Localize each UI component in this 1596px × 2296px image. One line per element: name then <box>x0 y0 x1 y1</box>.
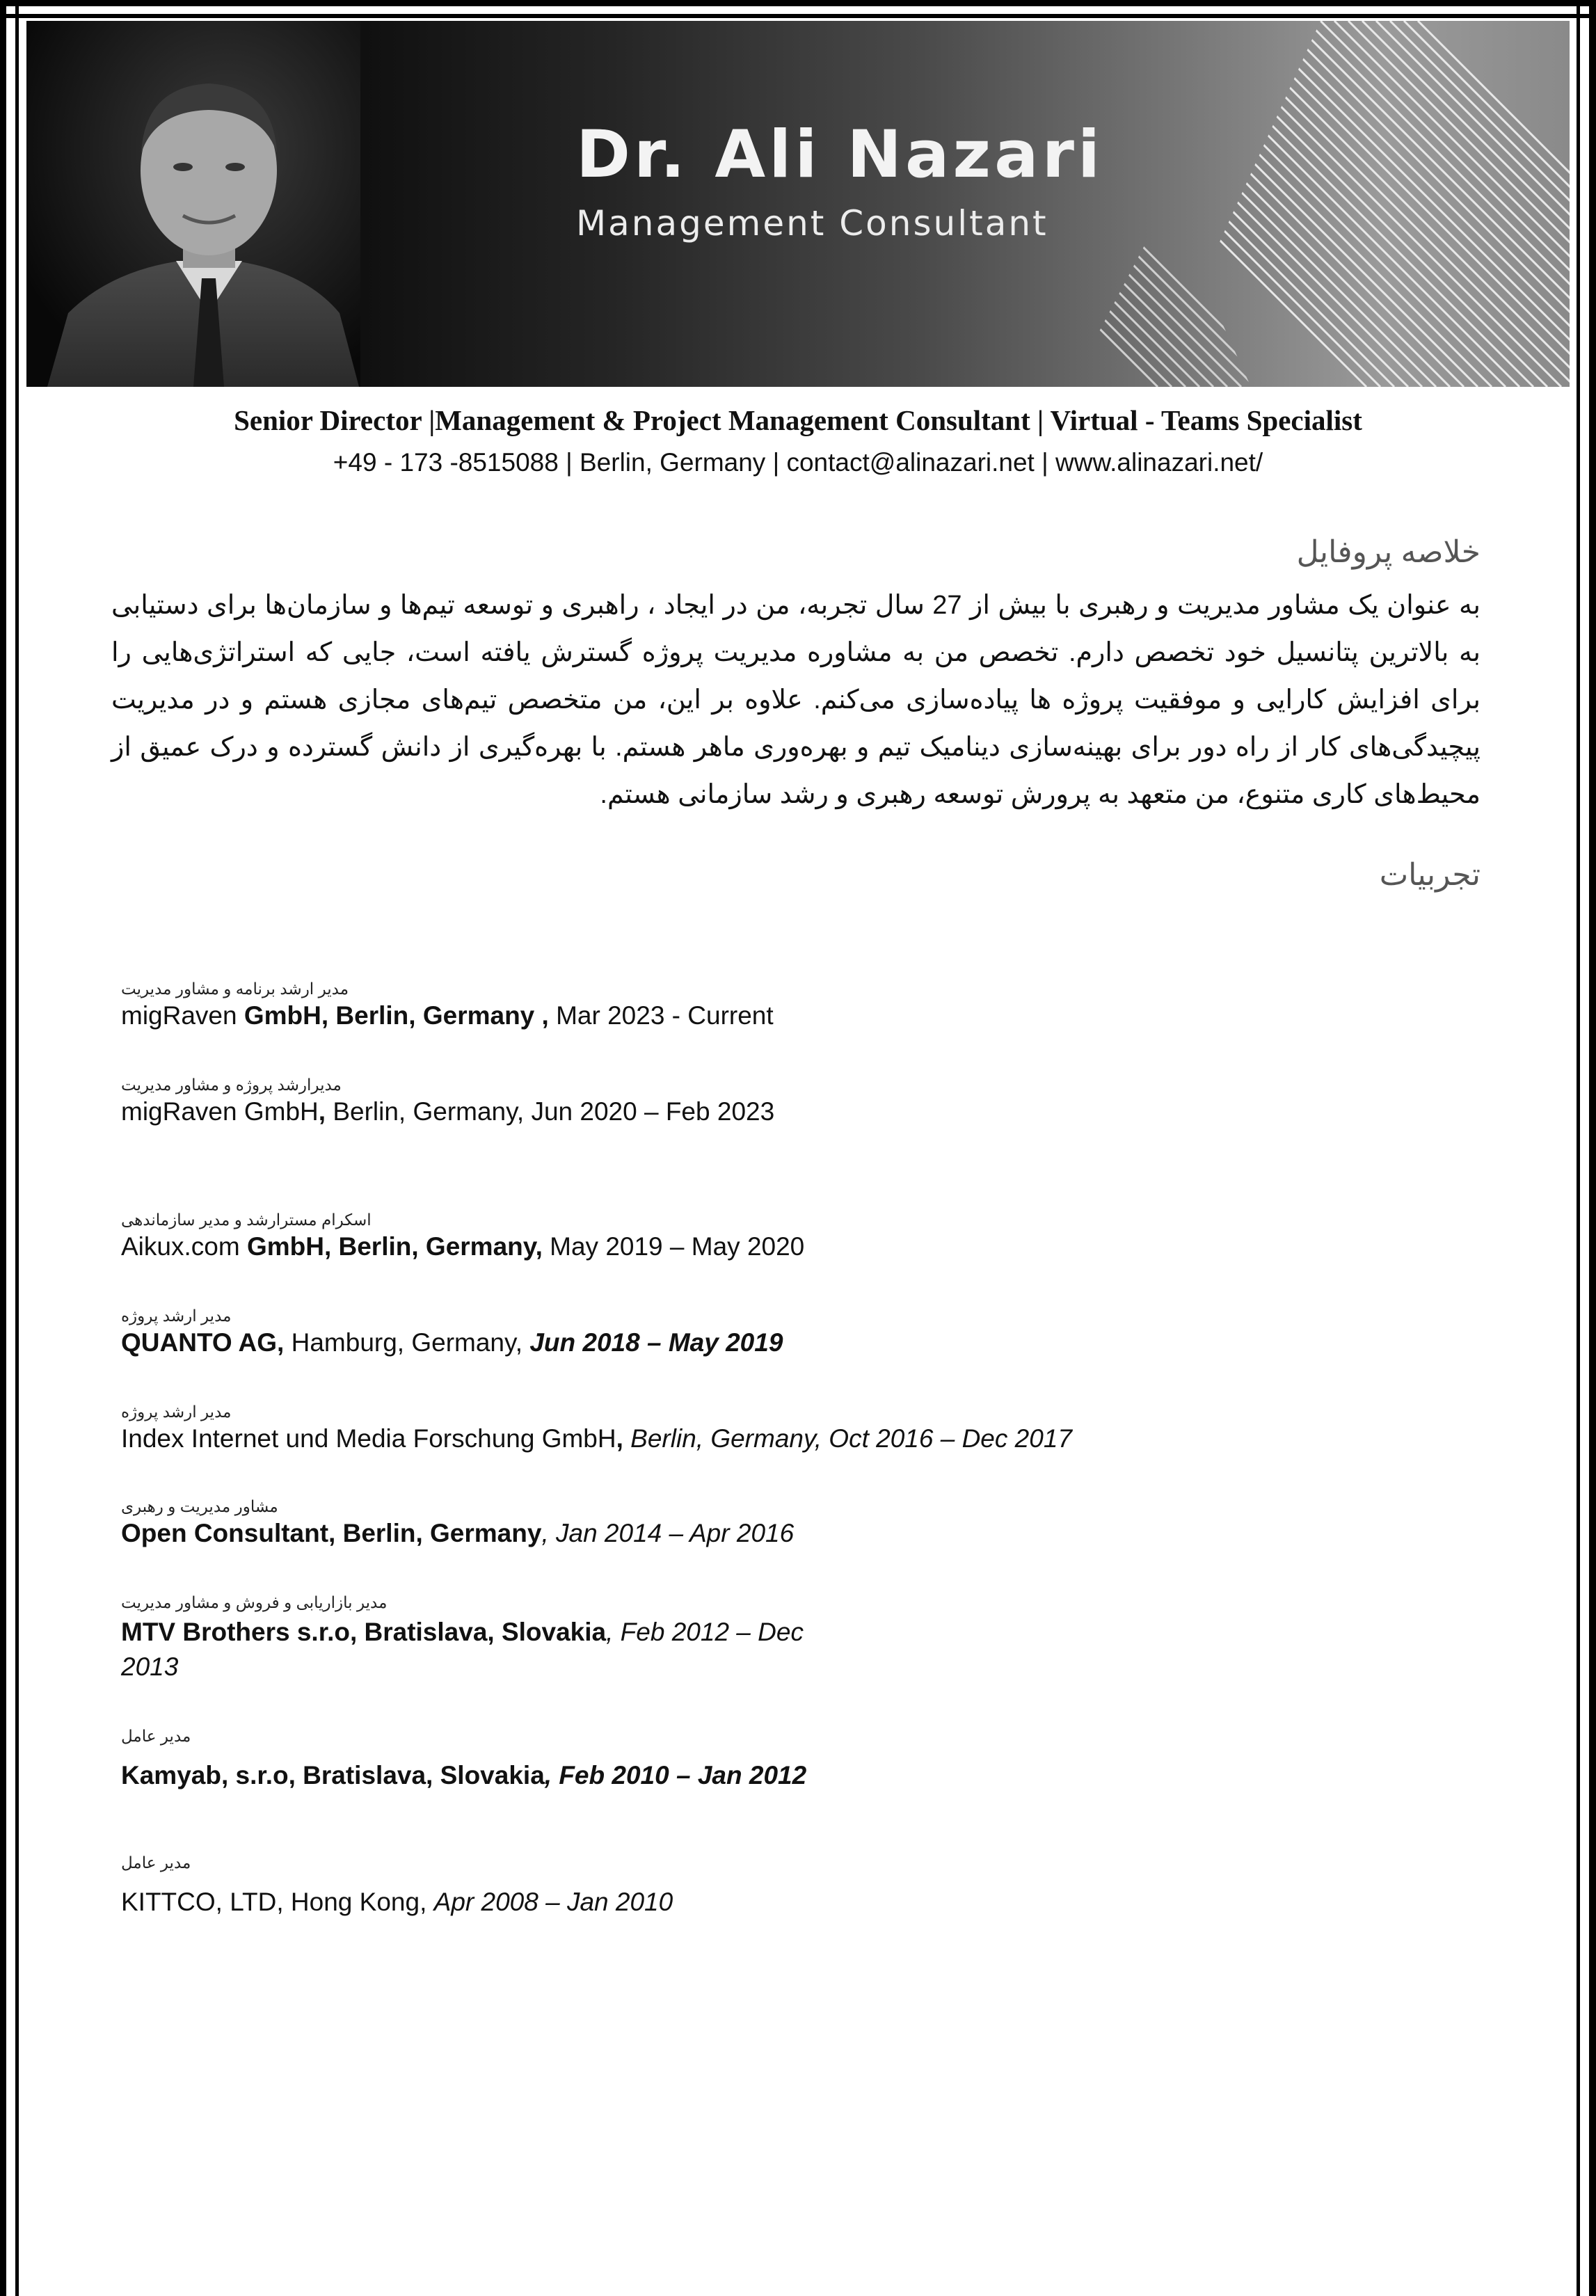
job-title: مدیر بازاریابی و فروش و مشاور مدیریت <box>121 1593 388 1611</box>
job-title: مشاور مدیریت و رهبری <box>121 1497 278 1515</box>
header-banner <box>26 21 1570 387</box>
job-title: مدیر ارشد برنامه و مشاور مدیریت <box>121 980 349 998</box>
job-title: مدیر عامل <box>121 1727 191 1745</box>
job-entry-5 <box>121 1403 1072 1453</box>
job-entry-9 <box>121 1853 673 1917</box>
job-details: migRaven GmbH, Berlin, Germany , Mar 2023 - Current <box>121 1001 774 1030</box>
job-entry-8 <box>121 1727 806 1790</box>
job-details: Index Internet und Media Forschung GmbH, Berlin, Germany, Oct 2016 – Dec 2017 <box>121 1424 1072 1453</box>
page-border-left <box>0 0 6 2296</box>
profile-section-title: خلاصه پروفایل <box>1296 535 1481 569</box>
job-entry-2 <box>121 1076 774 1126</box>
job-entry-3 <box>121 1211 804 1261</box>
person-name: Dr. Ali Nazari <box>576 117 1104 193</box>
job-title: مدیرارشد پروژه و مشاور مدیریت <box>121 1076 342 1094</box>
headline: Senior Director |Management & Project Management Consultant | Virtual - Teams Specialist <box>234 404 1362 436</box>
job-entry-7 <box>121 1593 817 1684</box>
person-role: Management Consultant <box>576 203 1048 244</box>
profile-photo <box>26 21 360 387</box>
job-details: KITTCO, LTD, Hong Kong, Apr 2008 – Jan 2010 <box>121 1888 673 1916</box>
page-border-top <box>0 0 1596 6</box>
job-entry-1 <box>121 980 774 1030</box>
job-details: Kamyab, s.r.o, Bratislava, Slovakia, Feb 2010 – Jan 2012 <box>121 1761 807 1789</box>
page-border-left-inner <box>15 0 19 2296</box>
job-title: مدیر عامل <box>121 1853 191 1872</box>
job-details: Open Consultant, Berlin, Germany, Jan 2014 – Apr 2016 <box>121 1519 795 1547</box>
page-border-right <box>1589 0 1596 2296</box>
job-details: MTV Brothers s.r.o, Bratislava, Slovakia, Feb 2012 – Dec 2013 <box>121 1618 804 1681</box>
job-entry-4 <box>121 1307 783 1357</box>
job-title: مدیر ارشد پروژه <box>121 1403 232 1421</box>
page-border-top-inner <box>0 14 1596 18</box>
job-title: مدیر ارشد پروژه <box>121 1307 232 1325</box>
experience-section-title: تجربیات <box>1379 858 1481 892</box>
contact-line: +49 - 173 -8515088 | Berlin, Germany | contact@alinazari.net | www.alinazari.net/ <box>333 448 1263 477</box>
page-border-right-inner <box>1577 0 1580 2296</box>
job-title: اسکرام مسترارشد و مدیر سازماندهی <box>121 1211 372 1229</box>
profile-summary: به عنوان یک مشاور مدیریت و رهبری با بیش از 27 سال تجربه، من در ایجاد ، راهبری و توسعه تیم‌ها و سازمان‌ها برای دستیابی به بالاترین پتانسیل خود تخصص دارم. تخصص من به مشاوره مدیریت پروژه گسترش یافته است، جایی که استراتژی‌هایی را برای افزایش کارایی و موفقیت پروژه ها پیاده‌سازی می‌کنم. علاوه بر این، من متخصص تیم‌های مجازی هستم و در مدیریت پیچیدگی‌های کار از راه دور برای بهینه‌سازی دینامیک تیم و بهره‌وری ماهر هستم. با بهره‌گیری از دانش گسترده و درک عمیق از محیط‌های کاری متنوع، من متعهد به پرورش توسعه رهبری و رشد سازمانی هستم. <box>111 591 1481 809</box>
job-details: QUANTO AG, Hamburg, Germany, Jun 2018 – May 2019 <box>121 1328 783 1357</box>
job-details: Aikux.com GmbH, Berlin, Germany, May 2019 – May 2020 <box>121 1232 805 1261</box>
job-details: migRaven GmbH, Berlin, Germany, Jun 2020 – Feb 2023 <box>121 1097 775 1126</box>
job-entry-6 <box>121 1497 794 1548</box>
